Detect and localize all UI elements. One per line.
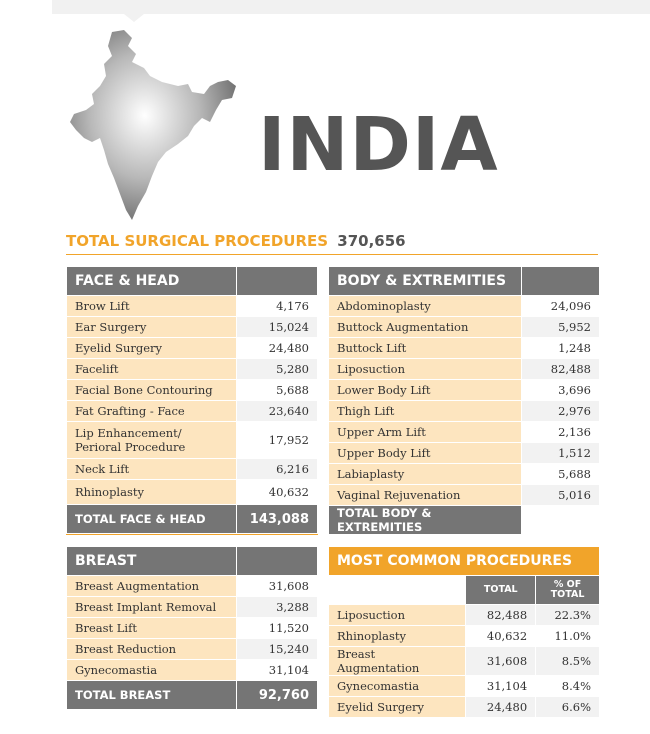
table-row: Breast Augmentation 31,608 <box>67 576 318 597</box>
total-row: TOTAL FACE & HEAD 143,088 <box>67 505 318 534</box>
body-title: BODY & EXTREMITIES <box>329 267 522 296</box>
breast-title: BREAST <box>67 547 237 576</box>
table-row: Breast Augmentation 31,608 8.5% <box>329 647 600 676</box>
col-pct-header: % OF TOTAL <box>536 576 600 605</box>
table-row: Breast Implant Removal 3,288 <box>67 597 318 618</box>
table-row: Breast Lift 11,520 <box>67 618 318 639</box>
table-row: Ear Surgery 15,024 <box>67 317 318 338</box>
table-row: Fat Grafting - Face 23,640 <box>67 401 318 422</box>
face-head-title: FACE & HEAD <box>67 267 237 296</box>
table-row: Rhinoplasty 40,632 <box>67 480 318 505</box>
total-surgical-procedures <box>66 232 598 255</box>
top-bar <box>52 0 650 14</box>
col-total-header: TOTAL <box>466 576 536 605</box>
face-head-table <box>66 266 318 534</box>
table-row: Abdominoplasty 24,096 <box>329 296 600 317</box>
table-row: Upper Body Lift 1,512 <box>329 443 600 464</box>
table-row: Gynecomastia 31,104 <box>67 660 318 681</box>
table-row: Brow Lift 4,176 <box>67 296 318 317</box>
table-row: Eyelid Surgery 24,480 <box>67 338 318 359</box>
table-row: Breast Reduction 15,240 <box>67 639 318 660</box>
table-row: Buttock Lift 1,248 <box>329 338 600 359</box>
table-row: Upper Arm Lift 2,136 <box>329 422 600 443</box>
table-row: Vaginal Rejuvenation 5,016 <box>329 485 600 506</box>
table-row: Neck Lift 6,216 <box>67 459 318 480</box>
table-row: Eyelid Surgery 24,480 6.6% <box>329 697 600 718</box>
table-row: Labiaplasty 5,688 <box>329 464 600 485</box>
common-title: MOST COMMON PROCEDURES <box>329 547 600 576</box>
breast-table <box>66 546 318 710</box>
column-header-row <box>329 576 600 605</box>
table-row: Thigh Lift 2,976 <box>329 401 600 422</box>
table-row: Liposuction 82,488 <box>329 359 600 380</box>
table-row: Rhinoplasty 40,632 11.0% <box>329 626 600 647</box>
total-row: TOTAL BODY & EXTREMITIES 134,808 <box>329 506 600 535</box>
table-row: Lip Enhancement/ Perioral Procedure 17,952 <box>67 422 318 459</box>
most-common-table <box>328 546 600 718</box>
top-notch <box>124 14 144 22</box>
table-row: Lower Body Lift 3,696 <box>329 380 600 401</box>
india-map-icon <box>66 26 246 226</box>
total-label: TOTAL SURGICAL PROCEDURES <box>66 232 329 250</box>
body-table <box>328 266 600 535</box>
table-row: Facial Bone Contouring 5,688 <box>67 380 318 401</box>
table-row: Liposuction 82,488 22.3% <box>329 605 600 626</box>
country-title: INDIA <box>258 102 499 188</box>
table-row: Facelift 5,280 <box>67 359 318 380</box>
table-row: Gynecomastia 31,104 8.4% <box>329 676 600 697</box>
table-row: Buttock Augmentation 5,952 <box>329 317 600 338</box>
total-value: 370,656 <box>337 232 406 250</box>
total-row: TOTAL BREAST 92,760 <box>67 681 318 710</box>
